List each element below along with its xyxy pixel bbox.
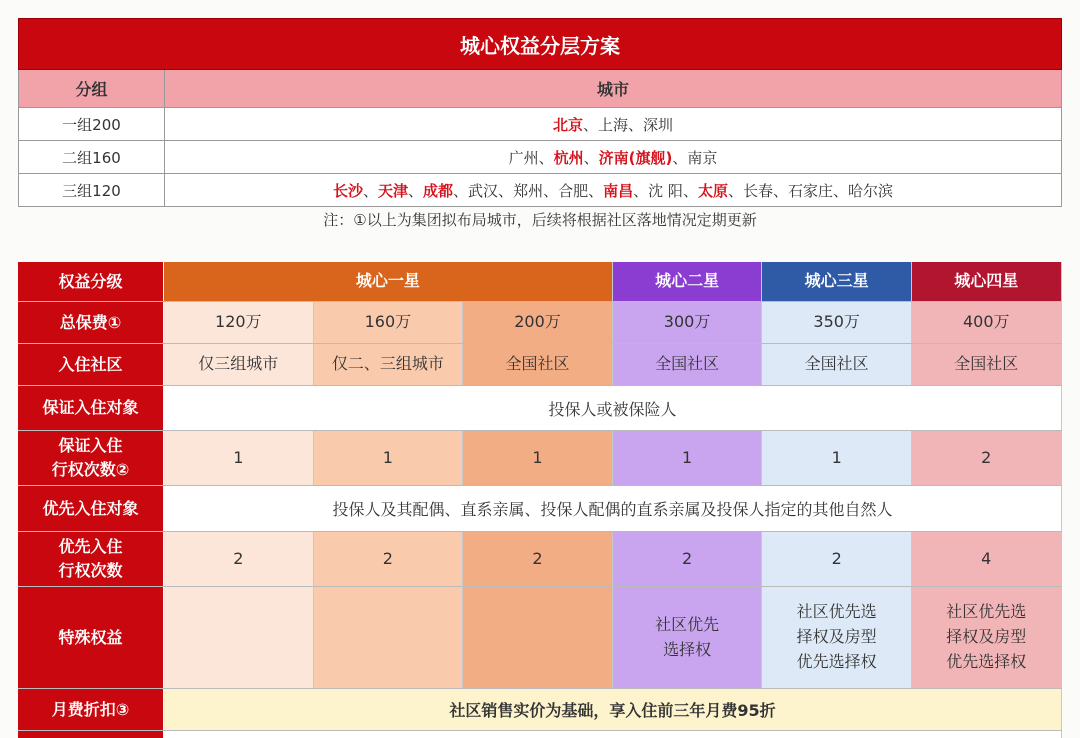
row-label-tier: 权益分级: [18, 262, 164, 301]
special-cell: [164, 587, 314, 688]
guarantee-times-cell: 1: [762, 431, 912, 485]
benefit-tier-table: [18, 262, 1062, 738]
community-cell: 全国社区: [912, 344, 1062, 385]
city-separator: 、: [628, 115, 644, 134]
priority-times-cell: 2: [463, 532, 613, 586]
cut-off-row: [18, 731, 1062, 738]
city-separator: 、: [582, 115, 598, 134]
city-name: 太原: [697, 181, 728, 200]
city-list: [165, 174, 1061, 206]
discount-row: [18, 689, 1062, 731]
discount-cell: 社区销售实价为基础，享入住前三年月费95折: [164, 689, 1062, 730]
city-separator: 、: [672, 148, 688, 167]
row-label-fee: 总保费①: [18, 302, 164, 343]
special-cell: [463, 587, 613, 688]
city-separator: 、: [588, 181, 604, 200]
city-separator: 、: [773, 181, 789, 200]
table-header-row: [18, 70, 1062, 108]
city-name: 上海: [597, 115, 628, 134]
guarantee-times-cell: 1: [314, 431, 464, 485]
cut-off-label: [18, 731, 164, 738]
table-row: [18, 108, 1062, 141]
tier-header-star4: 城心四星: [912, 262, 1062, 301]
city-separator: 、: [682, 181, 698, 200]
row-label-priority-target: 优先入住对象: [18, 486, 164, 531]
guarantee-times-row: [18, 431, 1062, 486]
city-name: 成都: [423, 181, 454, 200]
priority-times-row: [18, 532, 1062, 587]
city-group-table: [18, 18, 1062, 207]
guarantee-target-row: [18, 386, 1062, 431]
city-name: 长春: [742, 181, 773, 200]
community-cell: 全国社区: [762, 344, 912, 385]
community-row: [18, 344, 1062, 386]
city-separator: 、: [407, 181, 423, 200]
tier-header-row: [18, 262, 1062, 302]
group-label: 二组160: [19, 141, 165, 173]
fee-row: [18, 302, 1062, 344]
fee-cell: 200万: [463, 302, 613, 343]
row-label-guarantee-times: 保证入住 行权次数②: [18, 431, 164, 485]
footnote: 注：①以上为集团拟布局城市，后续将根据社区落地情况定期更新: [323, 211, 757, 229]
table-row: [18, 174, 1062, 207]
city-name: 南昌: [603, 181, 634, 200]
group-label: 三组120: [19, 174, 165, 206]
city-name: 广州: [508, 148, 539, 167]
priority-target-row: [18, 486, 1062, 532]
city-separator: 、: [538, 148, 554, 167]
special-cell: 社区优先选 择权及房型 优先选择权: [762, 587, 912, 688]
row-label-discount: 月费折扣③: [18, 689, 164, 730]
city-name: 沈 阳: [648, 181, 683, 200]
table-title: 城心权益分层方案: [18, 18, 1062, 70]
special-cell: [314, 587, 464, 688]
city-name: 哈尔滨: [848, 181, 894, 200]
priority-times-cell: 2: [613, 532, 763, 586]
city-name: 郑州: [513, 181, 544, 200]
community-cell: 全国社区: [463, 344, 613, 385]
city-name: 北京: [552, 115, 583, 134]
priority-times-cell: 2: [314, 532, 464, 586]
city-separator: 、: [362, 181, 378, 200]
special-cell: 社区优先选 择权及房型 优先选择权: [912, 587, 1062, 688]
guarantee-times-cell: 1: [613, 431, 763, 485]
city-name: 济南(旗舰): [598, 148, 673, 167]
fee-cell: 350万: [762, 302, 912, 343]
tier-header-star2: 城心二星: [613, 262, 763, 301]
city-list: [165, 141, 1061, 173]
community-cell: 全国社区: [613, 344, 763, 385]
tier-header-star1: 城心一星: [164, 262, 613, 301]
special-cell: 社区优先 选择权: [613, 587, 763, 688]
table-row: [18, 141, 1062, 174]
priority-times-cell: 2: [164, 532, 314, 586]
priority-target-cell: 投保人及其配偶、直系亲属、投保人配偶的直系亲属及投保人指定的其他自然人: [164, 486, 1062, 531]
city-name: 南京: [687, 148, 718, 167]
guarantee-times-cell: 2: [912, 431, 1062, 485]
guarantee-target-cell: 投保人或被保险人: [164, 386, 1062, 430]
city-separator: 、: [543, 181, 559, 200]
fee-cell: 160万: [314, 302, 464, 343]
row-label-community: 入住社区: [18, 344, 164, 385]
city-separator: 、: [727, 181, 743, 200]
fee-cell: 400万: [912, 302, 1062, 343]
priority-times-cell: 4: [912, 532, 1062, 586]
city-separator: 、: [498, 181, 514, 200]
row-label-guarantee-target: 保证入住对象: [18, 386, 164, 430]
city-separator: 、: [453, 181, 469, 200]
tier-header-star3: 城心三星: [762, 262, 912, 301]
header-group: 分组: [19, 70, 165, 107]
row-label-priority-times: 优先入住 行权次数: [18, 532, 164, 586]
cut-off-cell: [164, 731, 1062, 738]
fee-cell: 300万: [613, 302, 763, 343]
fee-cell: 120万: [164, 302, 314, 343]
community-cell: 仅三组城市: [164, 344, 314, 385]
guarantee-times-cell: 1: [164, 431, 314, 485]
guarantee-times-cell: 1: [463, 431, 613, 485]
city-separator: 、: [833, 181, 849, 200]
header-city: 城市: [596, 80, 629, 99]
row-label-special: 特殊权益: [18, 587, 164, 688]
city-name: 武汉: [468, 181, 499, 200]
community-cell: 仅二、三组城市: [314, 344, 464, 385]
city-name: 杭州: [553, 148, 584, 167]
group-label: 一组200: [19, 108, 165, 140]
city-list: [165, 108, 1061, 140]
priority-times-cell: 2: [762, 532, 912, 586]
city-name: 合肥: [558, 181, 589, 200]
city-name: 深圳: [643, 115, 674, 134]
city-separator: 、: [633, 181, 649, 200]
special-benefit-row: [18, 587, 1062, 689]
city-separator: 、: [583, 148, 599, 167]
city-name: 长沙: [332, 181, 363, 200]
city-name: 天津: [377, 181, 408, 200]
city-name: 石家庄: [788, 181, 834, 200]
